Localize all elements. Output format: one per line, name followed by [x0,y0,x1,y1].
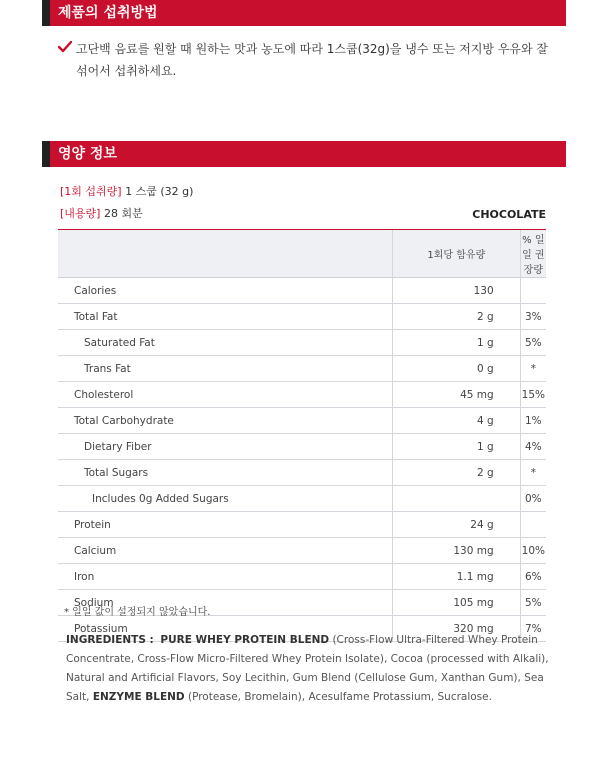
table-header-row [58,230,546,278]
nutrient-amount: 320 mg [392,616,520,642]
flavor-label: CHOCOLATE [472,208,546,221]
nutrient-amount: 130 [392,278,520,304]
usage-instructions [58,38,558,82]
table-row [58,486,546,512]
usage-text: 고단백 음료를 원할 때 원하는 맛과 농도에 따라 1스쿱(32g)을 냉수 또는 저지방 우유와 잘 섞어서 섭취하세요. [76,42,549,78]
ingredients-text-2: (Protease, Bromelain), Acesulfame Protassium, Sucralose. [184,691,492,703]
nutrient-dv [520,278,546,304]
nutrient-name: Includes 0g Added Sugars [58,486,392,512]
nutrient-dv: 4% [520,434,546,460]
serving-size-value: 1 스쿱 (32 g) [125,185,194,198]
nutrient-dv [520,512,546,538]
nutrient-name: Total Sugars [58,460,392,486]
table-row [58,330,546,356]
header-nutrient [58,230,392,278]
serving-size-tag: [1회 섭취량] [60,185,122,198]
checkmark-icon [58,41,72,53]
nutrient-amount: 2 g [392,460,520,486]
nutrient-name: Cholesterol [58,382,392,408]
servings-value: 28 회분 [103,207,143,220]
nutrient-name: Dietary Fiber [58,434,392,460]
ingredients-list [66,631,566,707]
nutrient-amount: 45 mg [392,382,520,408]
nutrient-name: Calories [58,278,392,304]
nutrient-dv: * [520,460,546,486]
nutrient-dv: 1% [520,408,546,434]
ingredients-blend-enzyme: ENZYME BLEND [92,691,185,703]
nutrient-amount: 1.1 mg [392,564,520,590]
nutrient-amount: 4 g [392,408,520,434]
header-accent [42,0,50,26]
nutrient-name: Total Fat [58,304,392,330]
nutrient-name: Trans Fat [58,356,392,382]
nutrient-dv: 7% [520,616,546,642]
nutrient-dv: 6% [520,564,546,590]
nutrient-dv: 5% [520,590,546,616]
table-row [58,382,546,408]
ingredients-blend-whey: PURE WHEY PROTEIN BLEND [160,634,330,646]
usage-section-header [42,0,566,26]
header-amount: 1회당 함유량 [392,230,520,278]
nutrient-name: Calcium [58,538,392,564]
nutrient-dv: * [520,356,546,382]
nutrition-table [58,229,546,642]
header-daily-value: % 일일 권장량 [520,230,546,278]
nutrient-dv: 15% [520,382,546,408]
servings-tag: [내용량] [60,207,101,220]
servings-per-container [60,205,143,221]
nutrient-name: Iron [58,564,392,590]
nutrient-amount [392,486,520,512]
nutrient-amount: 130 mg [392,538,520,564]
table-row [58,538,546,564]
nutrient-amount: 2 g [392,304,520,330]
nutrition-section-header [42,141,566,167]
nutrient-name: Saturated Fat [58,330,392,356]
nutrient-amount: 105 mg [392,590,520,616]
nutrient-name: Total Carbohydrate [58,408,392,434]
nutrient-name: Protein [58,512,392,538]
nutrient-dv: 10% [520,538,546,564]
ingredients-label: INGREDIENTS : [66,634,154,646]
serving-size [60,183,193,199]
table-row [58,460,546,486]
table-row [58,512,546,538]
nutrient-amount: 1 g [392,434,520,460]
table-row [58,564,546,590]
nutrient-dv: 5% [520,330,546,356]
table-row [58,304,546,330]
ingredients-text-1: (Cross-Flow Ultra-Filtered Whey Protein Concentrate, Cross-Flow Micro-Filtered Whey Protein Isolate), Cocoa (processed with Alkali), Natural and Artificial Flavors, Soy Lecithin, Gum Blend (Cellulose Gum, Xanthan Gum), Sea Salt, [66,634,549,703]
nutrient-dv: 0% [520,486,546,512]
table-row [58,408,546,434]
nutrient-amount: 24 g [392,512,520,538]
usage-section-title: 제품의 섭취방법 [58,5,158,21]
nutrient-amount: 1 g [392,330,520,356]
nutrient-amount: 0 g [392,356,520,382]
daily-value-footnote: * 일일 값이 설정되지 않았습니다. [64,607,211,618]
nutrient-name: Potassium [58,616,392,642]
nutrient-dv: 3% [520,304,546,330]
nutrient-name: Sodium [58,590,392,616]
nutrition-section-title: 영양 정보 [58,146,117,162]
table-row [58,434,546,460]
table-row [58,356,546,382]
table-row [58,278,546,304]
header-accent [42,141,50,167]
